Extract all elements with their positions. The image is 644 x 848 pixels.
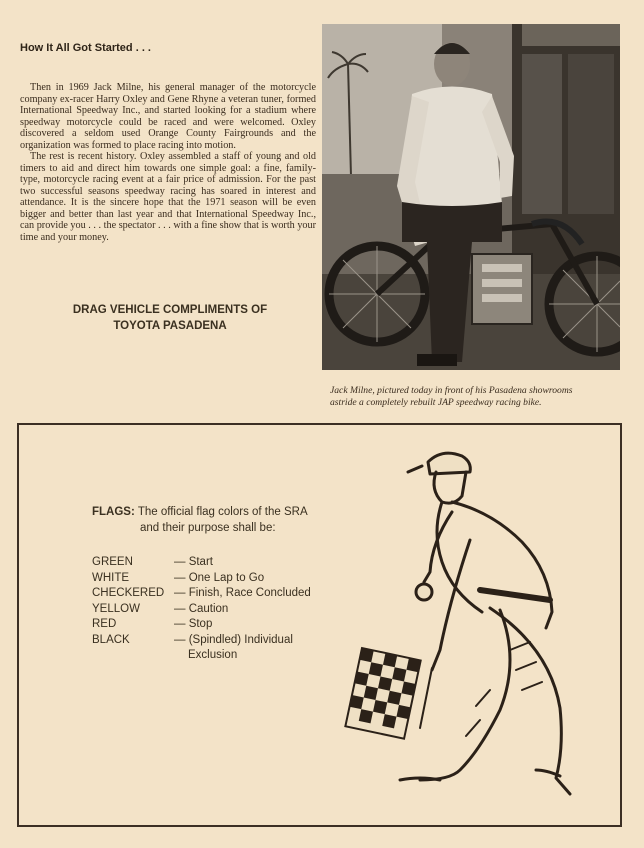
flag-meaning: — One Lap to Go	[174, 571, 265, 584]
flagman-drawing	[340, 440, 600, 820]
flags-label: FLAGS:	[92, 506, 135, 518]
sponsor-credit-line2: TOYOTA PASADENA	[113, 320, 227, 332]
photo-caption	[330, 385, 626, 409]
flag-color: CHECKERED	[92, 587, 165, 599]
sponsor-credit	[20, 302, 320, 334]
flags-intro-text: The official flag colors of the SRA	[137, 506, 308, 518]
flag-meaning: — Finish, Race Concluded	[174, 587, 311, 599]
flag-meaning: — Stop	[174, 618, 213, 630]
article-body	[20, 82, 316, 243]
sponsor-credit-line1: DRAG VEHICLE COMPLIMENTS OF	[72, 304, 268, 316]
article-paragraph: Then in 1969 Jack Milne, his general manager of the motorcycle company ex-racer Harry Oxley and Gene Rhyne a veteran tuner, formed International Speedway Inc., and started looking for a stadium where speedway motorcycle could be raced and were welcomed. Oxley discovered a seldom used Orange County Fairgrounds and the organization was formed to place racing into motion.	[20, 82, 316, 151]
flag-row	[92, 602, 338, 618]
flag-row	[92, 555, 338, 571]
photo-illustration	[322, 24, 620, 370]
photo-caption-line1: Jack Milne, pictured today in front of his Pasadena showrooms	[330, 385, 573, 396]
flag-row	[92, 571, 338, 587]
flag-meaning: — Start	[174, 556, 213, 568]
flag-list	[92, 555, 338, 664]
flag-row	[92, 633, 338, 664]
flag-color: RED	[92, 618, 117, 630]
article-heading: How It All Got Started . . .	[20, 42, 151, 54]
flag-color: GREEN	[92, 556, 133, 568]
flags-intro	[92, 504, 308, 536]
flag-color: YELLOW	[92, 602, 140, 615]
flag-meaning: — Caution	[174, 602, 229, 615]
flag-color: BLACK	[92, 633, 130, 646]
flagman-illustration	[340, 440, 600, 820]
flag-row	[92, 617, 338, 633]
article-paragraph: The rest is recent history. Oxley assembled a staff of young and old timers to aid and direct him towards one simple goal: a fine, family-type, motorcycle racing event at a fair price of admission. For the past two successful seasons speedway racing has soared in interest and attendance. It is the sincere hope that the 1971 season will be even bigger and better than last year and that International Speedway Inc., can provide you . . . the spectator . . . with a fine show that is worth your time and your money.	[20, 151, 316, 243]
flag-row	[92, 586, 338, 602]
flag-color: WHITE	[92, 571, 130, 584]
checkered-flag-icon	[345, 648, 420, 739]
flags-intro-line2: and their purpose shall be:	[140, 522, 276, 534]
jack-milne-photo	[322, 24, 620, 370]
photo-caption-line2: astride a completely rebuilt JAP speedway racing bike.	[330, 397, 542, 408]
flags-intro-line1	[92, 504, 308, 520]
flag-meaning: — (Spindled) Individual Exclusion	[174, 633, 293, 661]
